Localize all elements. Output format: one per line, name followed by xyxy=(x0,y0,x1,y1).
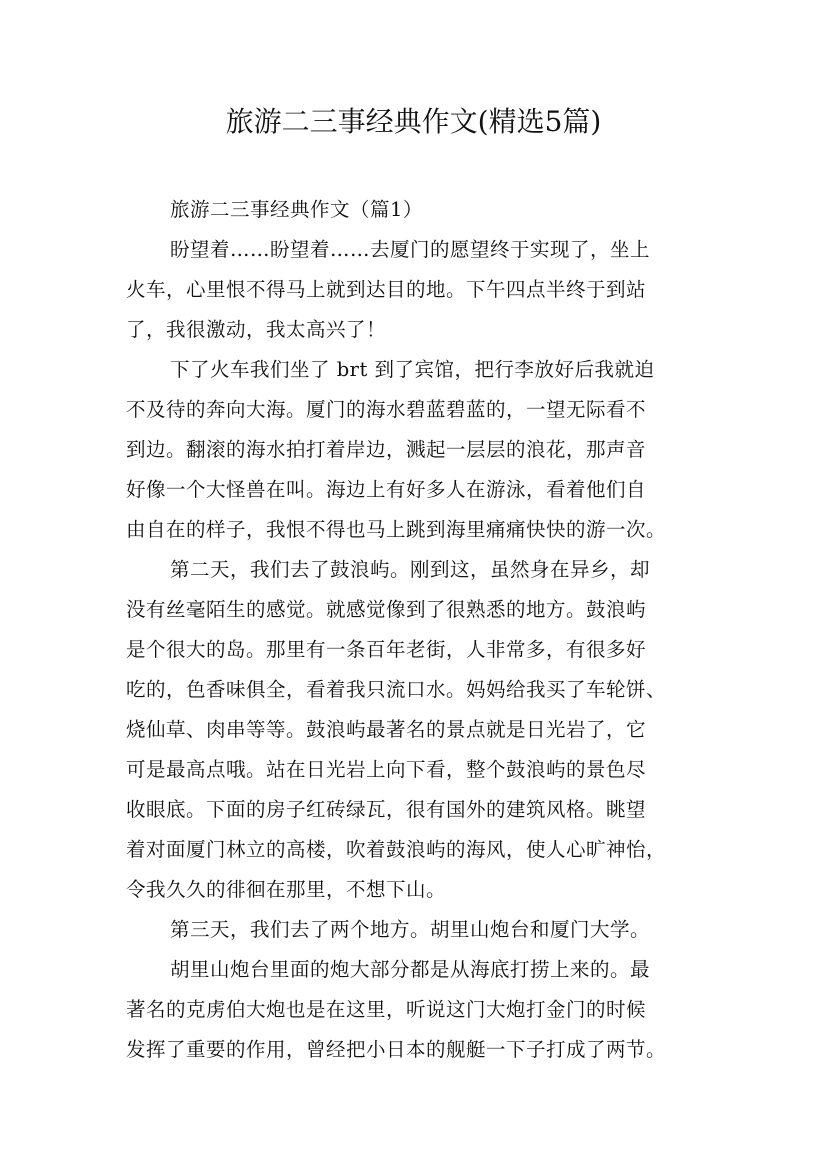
paragraph-line: 著名的克虏伯大炮也是在这里，听说这门大炮打金门的时候 xyxy=(126,998,647,1021)
paragraph-line: 下了火车我们坐了 brt 到了宾馆，把行李放好后我就迫 xyxy=(170,358,655,381)
paragraph-line: 着对面厦门林立的高楼，吹着鼓浪屿的海风，使人心旷神怡， xyxy=(126,838,667,861)
document-body xyxy=(126,190,710,1070)
paragraph-line: 到边。翻滚的海水拍打着岸边，溅起一层层的浪花，那声音 xyxy=(126,438,647,461)
paragraph-line: 火车，心里恨不得马上就到达目的地。下午四点半终于到站 xyxy=(126,278,647,301)
paragraph-line: 没有丝毫陌生的感觉。就感觉像到了很熟悉的地方。鼓浪屿 xyxy=(126,598,647,621)
paragraph-line: 胡里山炮台里面的炮大部分都是从海底打捞上来的。最 xyxy=(170,958,651,981)
paragraph-line: 吃的，色香味俱全，看着我只流口水。妈妈给我买了车轮饼、 xyxy=(126,678,667,701)
paragraph-line: 了，我很激动，我太高兴了！ xyxy=(126,318,387,341)
paragraph-line: 不及待的奔向大海。厦门的海水碧蓝碧蓝的，一望无际看不 xyxy=(126,398,647,421)
paragraph-line: 烧仙草、肉串等等。鼓浪屿最著名的景点就是日光岩了，它 xyxy=(126,718,647,741)
paragraph-line: 由自在的样子，我恨不得也马上跳到海里痛痛快快的游一次。 xyxy=(126,518,667,541)
paragraph-line: 可是最高点哦。站在日光岩上向下看，整个鼓浪屿的景色尽 xyxy=(126,758,647,781)
paragraph-line: 好像一个大怪兽在叫。海边上有好多人在游泳，看着他们自 xyxy=(126,478,647,501)
paragraph-line: 是个很大的岛。那里有一条百年老街，人非常多，有很多好 xyxy=(126,638,647,661)
document-title: 旅游二三事经典作文(精选5篇) xyxy=(225,105,602,138)
paragraph-line: 发挥了重要的作用，曾经把小日本的舰艇一下子打成了两节。 xyxy=(126,1038,667,1061)
paragraph-line: 收眼底。下面的房子红砖绿瓦，很有国外的建筑风格。眺望 xyxy=(126,798,647,821)
paragraph-line: 第三天，我们去了两个地方。胡里山炮台和厦门大学。 xyxy=(170,918,651,941)
paragraph-line: 令我久久的徘徊在那里，不想下山。 xyxy=(126,878,447,901)
paragraph-line: 盼望着……盼望着……去厦门的愿望终于实现了，坐上 xyxy=(170,238,651,261)
paragraph-line: 第二天，我们去了鼓浪屿。刚到这，虽然身在异乡，却 xyxy=(170,558,651,581)
section-heading: 旅游二三事经典作文（篇1） xyxy=(170,198,423,221)
